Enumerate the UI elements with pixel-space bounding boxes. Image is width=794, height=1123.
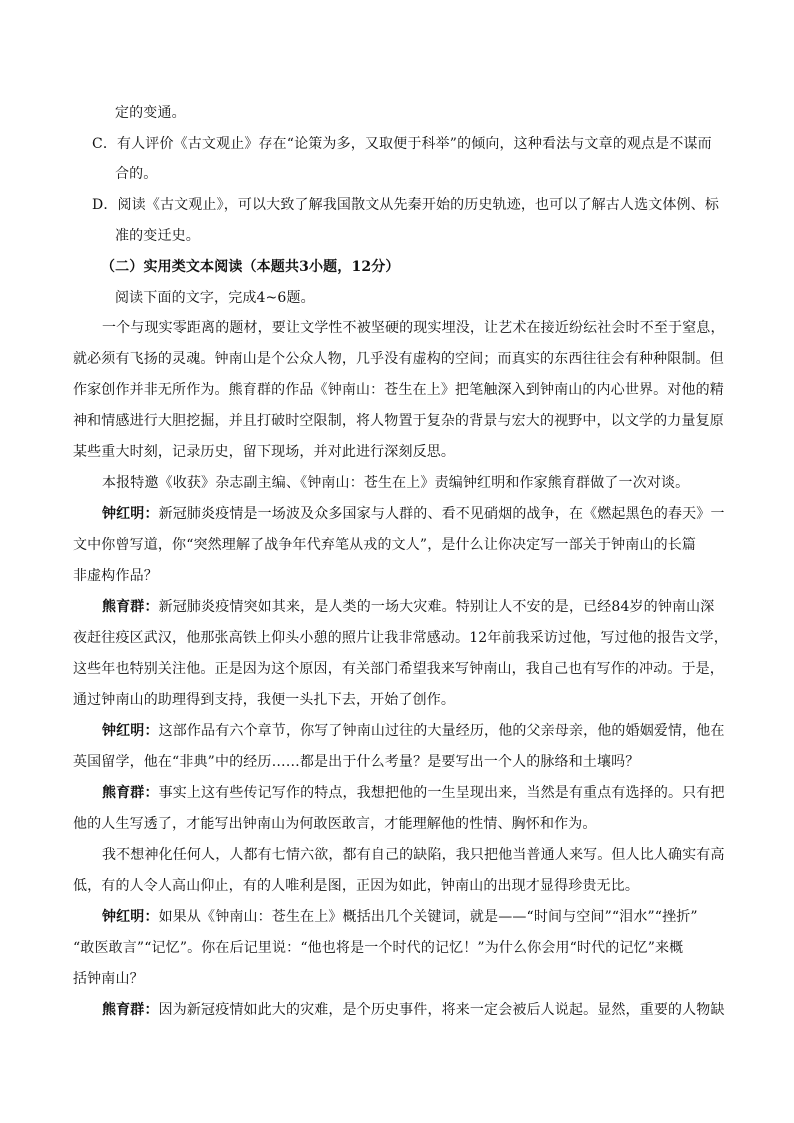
intro-paragraph-line-2: 就必须有飞扬的灵魂。钟南山是个公众人物，几乎没有虚构的空间；而真实的东西往往会有种种限制。但 [73,351,724,367]
option-d-line-1: D．阅读《古文观止》，可以大致了解我国散文从先秦开始的历史轨迹，也可以了解古人选文体例、标 [92,197,719,213]
question-2-line-2: 英国留学，他在“非典”中的经历……都是出于什么考量？是要写出一个人的脉络和土壤吗？ [73,754,640,770]
speaker-xiong-yuqun: 熊育群： [102,1002,159,1018]
intro-paragraph-line-1: 一个与现实零距离的题材，要让文学性不被坚硬的现实埋没，让艺术在接近纷纭社会时不至于窒息， [102,320,725,336]
speaker-zhong-hongming: 钟红明： [102,723,159,739]
option-c-line-1: C．有人评价《古文观止》存在“论策为多，又取便于科举”的倾向，这种看法与文章的观点是不谋而 [92,136,712,152]
question-2-text: 这部作品有六个章节，你写了钟南山过往的大量经历，他的父亲母亲，他的婚姻爱情，他在 [158,723,725,739]
answer-1-line-3: 这些年也特别关注他。正是因为这个原因，有关部门希望我来写钟南山，我自己也有写作的冲动。于是， [73,661,724,677]
option-d-line-2: 准的变迁史。 [115,228,200,244]
speaker-zhong-hongming: 钟红明： [102,506,159,522]
intro-paragraph-line-3: 作家创作并非无所作为。熊育群的作品《钟南山：苍生在上》把笔触深入到钟南山的内心世界。对他的精 [73,382,724,398]
question-1-line-3: 非虚构作品？ [73,568,158,584]
question-3-text: 如果从《钟南山：苍生在上》概括出几个关键词，就是——“时间与空间”“泪水”“挫折” [158,909,698,925]
intro-paragraph-line-4: 神和情感进行大胆挖掘，并且打破时空限制，将人物置于复杂的背景与宏大的视野中，以文学的力量复原 [73,413,724,429]
section-heading: （二）实用类文本阅读（本题共3小题，12分） [101,259,400,275]
answer-1-text: 新冠肺炎疫情突如其来，是人类的一场大灾难。特别让人不安的是，已经84岁的钟南山深 [158,599,715,615]
question-3-line-2: “敢医敢言”“记忆”。你在后记里说：“他也将是一个时代的记忆！”为什么你会用“时代的记忆”来概 [73,940,684,956]
question-1-text: 新冠肺炎疫情是一场波及众多国家与人群的、看不见硝烟的战争，在《燃起黑色的春天》一 [158,506,725,522]
answer-2-line-1 [102,783,725,803]
intro-paragraph-line-5: 某些重大时刻，记录历史，留下现场，并对此进行深刻反思。 [73,444,456,460]
question-1-line-1 [102,504,725,524]
answer-2-text: 事实上这有些传记写作的特点，我想把他的一生呈现出来，当然是有重点有选择的。只有把 [158,785,725,801]
answer-1-line-2: 夜赶往疫区武汉，他那张高铁上仰头小憩的照片让我非常感动。12年前我采访过他，写过他的报告文学， [73,630,728,646]
intro-paragraph-2: 本报特邀《收获》杂志副主编、《钟南山：苍生在上》责编钟红明和作家熊育群做了一次对谈。 [102,475,690,491]
answer-2-paragraph-2-line-1: 我不想神化任何人，人都有七情六欲，都有自己的缺陷，我只把他当普通人来写。但人比人确实有高 [102,847,725,863]
answer-3-text: 因为新冠疫情如此大的灾难，是个历史事件，将来一定会被后人说起。显然，重要的人物缺 [158,1002,725,1018]
answer-1-line-1 [102,597,714,617]
section-instruction: 阅读下面的文字，完成4~6题。 [115,290,315,306]
answer-3-line-1 [102,1000,725,1020]
question-3-line-3: 括钟南山？ [73,971,144,987]
speaker-xiong-yuqun: 熊育群： [102,599,159,615]
answer-2-line-2: 他的人生写透了，才能写出钟南山为何敢医敢言，才能理解他的性情、胸怀和作为。 [73,816,597,832]
question-2-line-1 [102,721,725,741]
speaker-zhong-hongming: 钟红明： [102,909,159,925]
option-b-continuation: 定的变通。 [115,105,186,121]
answer-2-paragraph-2-line-2: 低，有的人令人高山仰止，有的人唯利是图，正因为如此，钟南山的出现才显得珍贵无比。 [73,878,639,894]
option-c-line-2: 合的。 [115,166,158,182]
answer-1-line-4: 通过钟南山的助理得到支持，我便一头扎下去，开始了创作。 [73,692,456,708]
question-1-line-2: 文中你曾写道，你“突然理解了战争年代弃笔从戎的文人”，是什么让你决定写一部关于钟南山的长篇 [73,537,697,553]
question-3-line-1 [102,907,698,927]
speaker-xiong-yuqun: 熊育群： [102,785,159,801]
